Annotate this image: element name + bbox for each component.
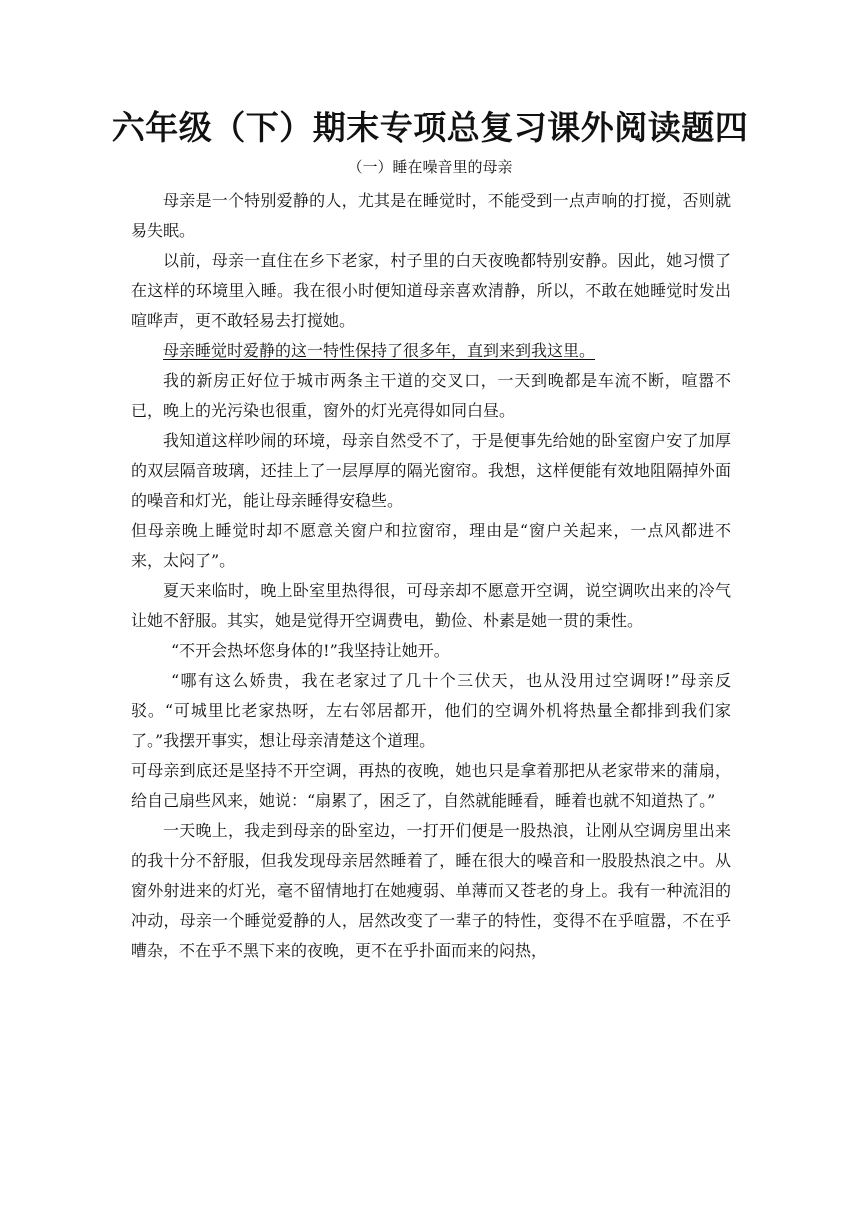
paragraph-6: 但母亲晚上睡觉时却不愿意关窗户和拉窗帘，理由是“窗户关起来，一点风都进不来，太闷了”。	[131, 521, 731, 570]
section-heading: （一）睡在噪音里的母亲	[347, 158, 513, 176]
paragraph-10: 可母亲到底还是坚持不开空调，再热的夜晚，她也只是拿着那把从老家带来的蒲扇，给自己扇些风来，她说：“扇累了，困乏了，自然就能睡看，睡着也就不知道热了。”	[131, 761, 731, 810]
paragraph-5: 我知道这样吵闹的环境，母亲自然受不了，于是便事先给她的卧室窗户安了加厚的双层隔音玻璃，还挂上了一层厚厚的隔光窗帘。我想，这样便能有效地阻隔掉外面的噪音和灯光，能让母亲睡得安稳些。	[131, 431, 731, 510]
paragraph-9: “哪有这么娇贵，我在老家过了几十个三伏天，也从没用过空调呀!”母亲反驳。“可城里比老家热呀，左右邻居都开，他们的空调外机将热量全都排到我们家了。”我摆开事实，想让母亲清楚这个道理。	[131, 671, 731, 750]
paragraph-3-underlined	[131, 336, 731, 366]
underlined-sentence: 母亲睡觉时爱静的这一特性保持了很多年，直到来到我这里。	[163, 341, 596, 360]
paragraph-1: 母亲是一个特别爱静的人，尤其是在睡觉时，不能受到一点声响的打搅，否则就易失眠。	[131, 191, 731, 240]
document-title: 六年级（下）期末专项总复习课外阅读题四	[111, 108, 749, 147]
paragraph-2: 以前，母亲一直住在乡下老家，村子里的白天夜晚都特别安静。因此，她习惯了在这样的环境里入睡。我在很小时便知道母亲喜欢清静，所以，不敢在她睡觉时发出喧哗声，更不敢轻易去打搅她。	[131, 251, 731, 330]
paragraph-7: 夏天来临时，晚上卧室里热得很，可母亲却不愿意开空调，说空调吹出来的冷气让她不舒服。其实，她是觉得开空调费电，勤俭、朴素是她一贯的秉性。	[131, 581, 731, 630]
paragraph-8: “不开会热坏您身体的!”我坚持让她开。	[171, 641, 450, 660]
article-body	[131, 186, 731, 966]
paragraph-11: 一天晚上，我走到母亲的卧室边，一打开们便是一股热浪，让刚从空调房里出来的我十分不舒服，但我发现母亲居然睡着了，睡在很大的噪音和一股股热浪之中。从窗外射进来的灯光，毫不留情地打在她瘦弱、单薄而又苍老的身上。我有一种流泪的冲动，母亲一个睡觉爱静的人，居然改变了一辈子的特性，变得不在乎喧嚣，不在乎嘈杂，不在乎不黑下来的夜晚，更不在乎扑面而来的闷热，	[131, 821, 731, 960]
paragraph-4: 我的新房正好位于城市两条主干道的交叉口，一天到晚都是车流不断，喧嚣不已，晚上的光污染也很重，窗外的灯光亮得如同白昼。	[131, 371, 731, 420]
